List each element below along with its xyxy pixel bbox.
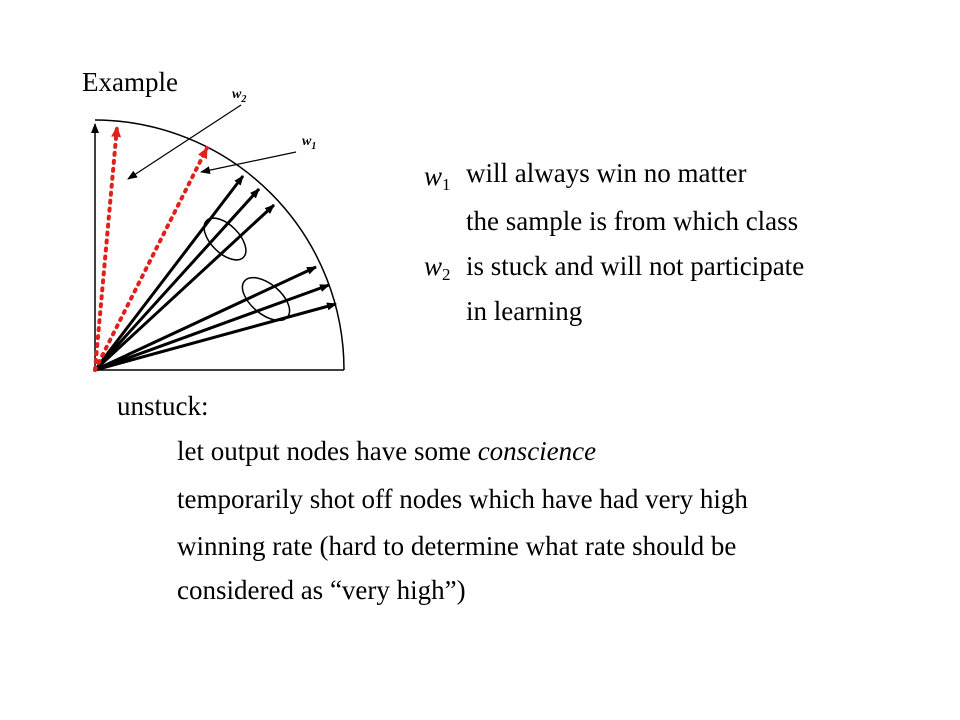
symbol-w1-sub: 1 bbox=[442, 175, 451, 194]
unstuck-line-2: temporarily shot off nodes which have had very high bbox=[177, 484, 748, 514]
symbol-w2-base: w bbox=[424, 251, 443, 281]
unstuck-line-3: winning rate (hard to determine what rate should be bbox=[177, 531, 737, 561]
right-text-line-1: will always win no matter bbox=[466, 158, 747, 188]
w1-label bbox=[302, 135, 316, 152]
w2-label bbox=[232, 88, 246, 105]
right-text-line-4: in learning bbox=[466, 296, 583, 326]
symbol-w2 bbox=[424, 253, 451, 283]
unstuck-label: unstuck: bbox=[117, 391, 209, 421]
w1-pointer-arrow bbox=[201, 152, 296, 172]
w2-pointer-arrow bbox=[128, 105, 241, 179]
unstuck-line-1-emph: conscience bbox=[477, 436, 597, 466]
w2-label-text: $w_2$ bbox=[232, 87, 247, 105]
cluster-ellipse bbox=[197, 211, 254, 268]
w1-label-text: $w_1$ bbox=[302, 134, 317, 152]
right-text-line-2: the sample is from which class bbox=[466, 206, 799, 236]
unstuck-line-1-prefix: let output nodes have some bbox=[177, 436, 478, 466]
unstuck-line-1 bbox=[177, 438, 596, 465]
symbol-w1 bbox=[424, 163, 451, 193]
symbol-w2-sub: 2 bbox=[442, 265, 451, 284]
unit-arc bbox=[95, 120, 344, 370]
unstuck-line-4: considered as “very high”) bbox=[177, 575, 466, 605]
sample-vector bbox=[95, 189, 259, 370]
right-text-line-3: is stuck and will not participate bbox=[466, 251, 805, 281]
slide-title: Example bbox=[82, 67, 178, 97]
symbol-w1-base: w bbox=[424, 161, 443, 191]
sample-vector bbox=[95, 176, 243, 370]
